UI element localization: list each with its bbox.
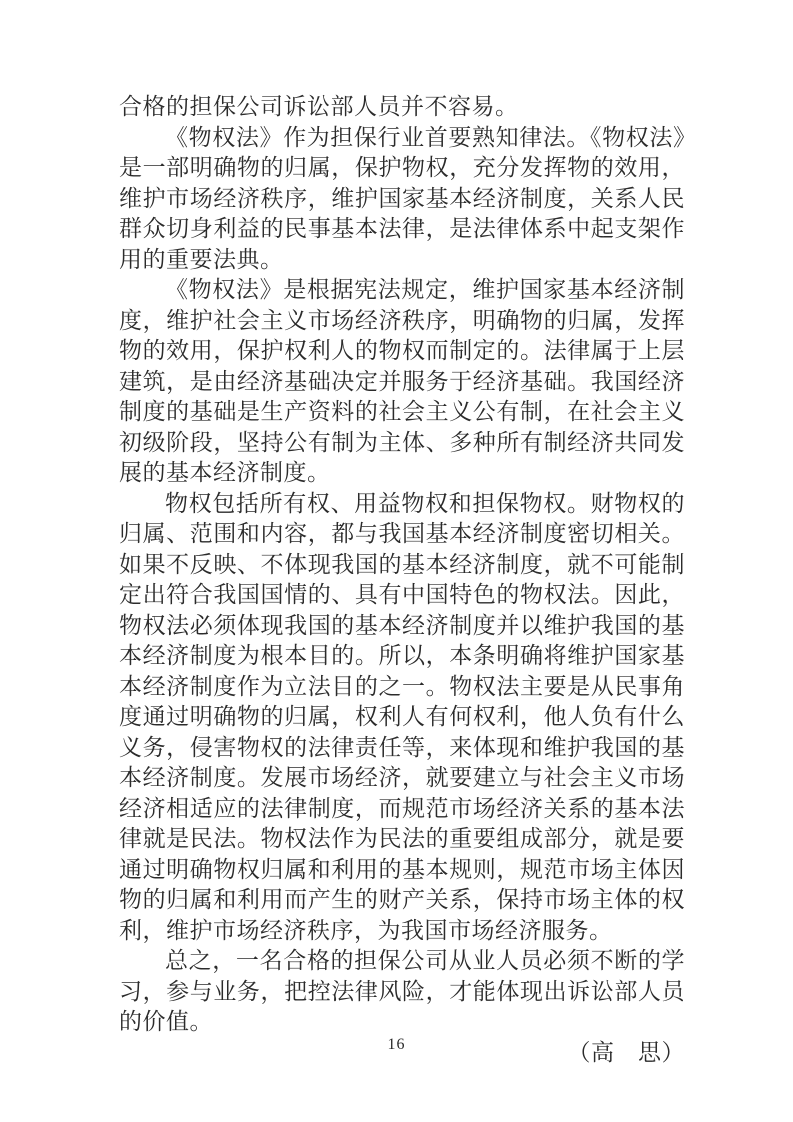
body-paragraph: 《物权法》作为担保行业首要熟知律法。《物权法》是一部明确物的归属，保护物权，充分发挥物的效用，维护市场经济秩序，维护国家基本经济制度，关系人民群众切身利益的民事基本法律，是法律体系中起支架作用的重要法典。: [119, 124, 685, 272]
body-paragraph: 《物权法》是根据宪法规定，维护国家基本经济制度，维护社会主义市场经济秩序，明确物的归属，发挥物的效用，保护权利人的物权而制定的。法律属于上层建筑，是由经济基础决定并服务于经济基础。我国经济制度的基础是生产资料的社会主义公有制，在社会主义初级阶段，坚持公有制为主体、多种所有制经济共同发展的基本经济制度。: [119, 277, 685, 485]
author-signature: （高 思）: [567, 1039, 685, 1065]
body-paragraph: 总之，一名合格的担保公司从业人员必须不断的学习，参与业务，把控法律风险，才能体现出诉讼部人员的价值。: [119, 948, 685, 1034]
document-body: [119, 92, 685, 1068]
body-paragraph: 物权包括所有权、用益物权和担保物权。财物权的归属、范围和内容，都与我国基本经济制度密切相关。如果不反映、不体现我国的基本经济制度，就不可能制定出符合我国国情的、具有中国特色的物权法。因此，物权法必须体现我国的基本经济制度并以维护我国的基本经济制度为根本目的。所以，本条明确将维护国家基本经济制度作为立法目的之一。物权法主要是从民事角度通过明确物的归属，权利人有何权利，他人负有什么义务，侵害物权的法律责任等，来体现和维护我国的基本经济制度。发展市场经济，就要建立与社会主义市场经济相适应的法律制度，而规范市场经济关系的基本法律就是民法。物权法作为民法的重要组成部分，就是要通过明确物权归属和利用的基本规则，规范市场主体因物的归属和利用而产生的财产关系，保持市场主体的权利，维护市场经济秩序，为我国市场经济服务。: [119, 490, 685, 943]
page-number: 16: [387, 1036, 406, 1053]
body-paragraph-continuation: 合格的担保公司诉讼部人员并不容易。: [119, 94, 519, 119]
